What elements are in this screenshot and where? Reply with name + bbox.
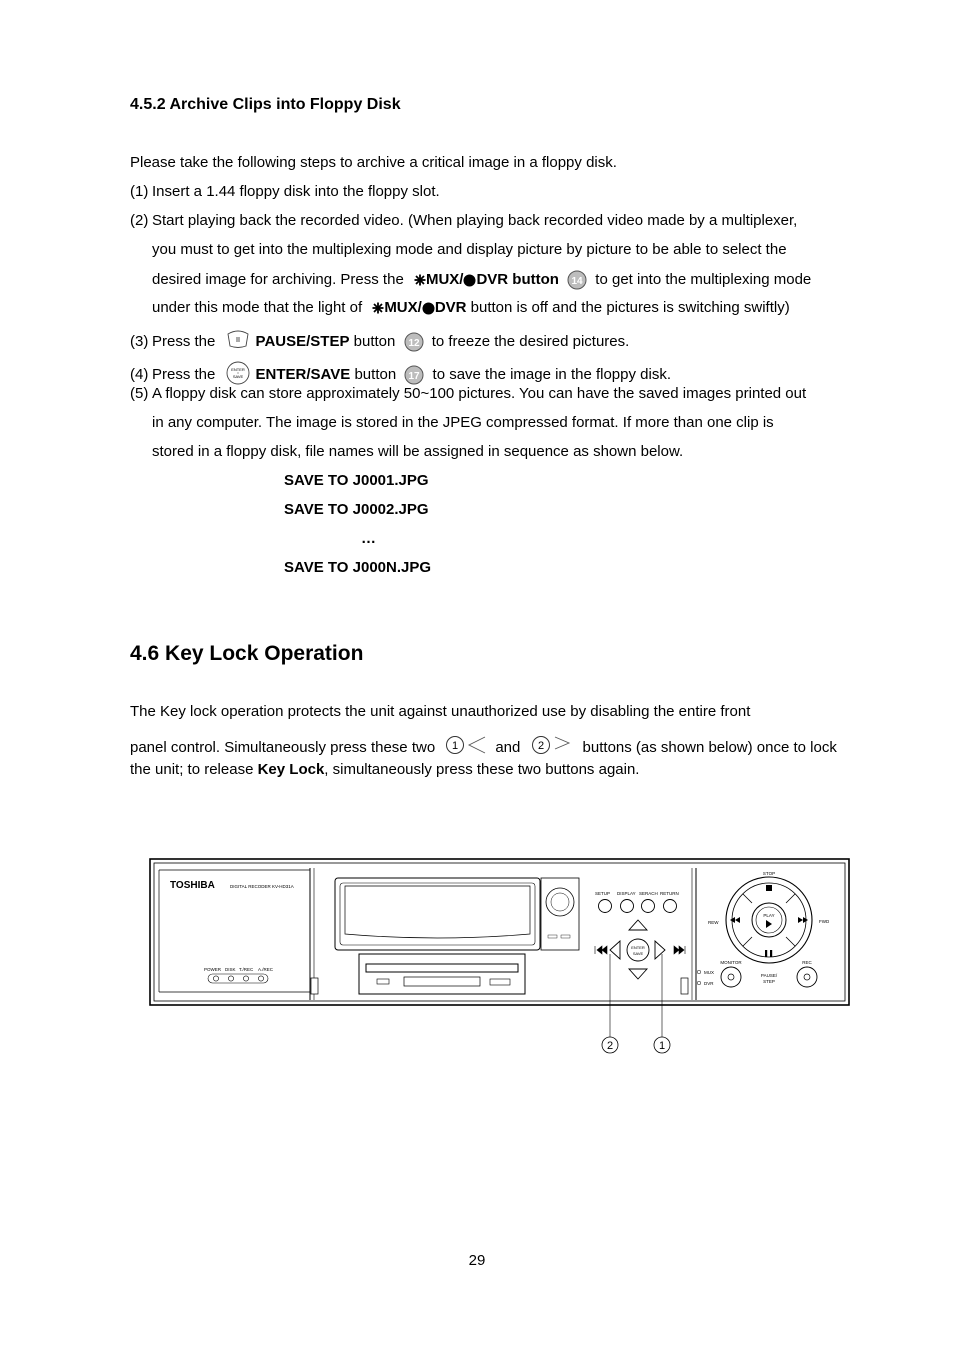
dvr-front-panel-diagram: [140, 850, 860, 1060]
text: Press the: [152, 365, 216, 383]
step-2-line-3: [152, 270, 811, 290]
key-lock-term: Key Lock: [257, 761, 325, 778]
text: to save the image in the floppy disk.: [432, 365, 672, 383]
badge-14-icon: [567, 270, 587, 290]
text: under this mode that the light of: [152, 299, 363, 316]
step-number: (5): [130, 385, 149, 402]
section-heading-4-5-2: 4.5.2 Archive Clips into Floppy Disk: [130, 96, 401, 113]
dvr-label: DVR: [434, 299, 467, 316]
text: button: [353, 332, 396, 350]
stop-label: STOP: [762, 871, 776, 876]
display-label: DISPLAY: [617, 891, 636, 896]
led-label-disk: DISK: [225, 967, 236, 972]
text: panel control. Simultaneously press these two: [130, 738, 436, 756]
badge-number: 2: [537, 740, 544, 752]
pause-icon: [765, 950, 767, 957]
step-5-line-2: in any computer. The image is stored in the JPEG compressed format. If more than one clip is: [152, 414, 774, 431]
dvr-button-label: DVR button: [476, 270, 559, 288]
rec-button[interactable]: [797, 967, 817, 987]
file-name: SAVE TO J0001.JPG: [284, 472, 429, 489]
rew-label: REW: [708, 920, 719, 925]
step-number: (3): [130, 332, 149, 350]
icon-label-top: ENTER: [230, 367, 245, 372]
right-latch: [681, 978, 688, 994]
pause-step-label-top: PAUSE/: [760, 973, 778, 978]
step-number: (2): [130, 212, 149, 229]
step-text: Insert a 1.44 floppy disk into the floppy slot.: [152, 183, 440, 200]
step-5-line-1: [130, 385, 806, 403]
left-latch: [311, 978, 318, 994]
button-2-right-icon: [531, 735, 575, 757]
file-name: SAVE TO J000N.JPG: [284, 559, 432, 576]
text: the unit; to release: [130, 761, 254, 778]
key-lock-line-2: [130, 735, 837, 761]
text: , simultaneously press these two buttons again.: [324, 761, 640, 778]
text: Press the: [152, 332, 216, 350]
led-label-power: POWER: [204, 967, 222, 972]
led-label-arec: A./REC: [258, 967, 274, 972]
mux-label: MUX: [704, 970, 714, 975]
section-heading-4-6: 4.6 Key Lock Operation: [130, 642, 364, 665]
icon-label-bottom: SAVE: [232, 374, 243, 379]
key-lock-line-1: The Key lock operation protects the unit against unauthorized use by disabling the entire front: [130, 703, 751, 720]
enter-save-label: ENTER/SAVE: [255, 365, 351, 383]
led-label-trec: T./REC: [239, 967, 254, 972]
enter-label: ENTER: [631, 945, 645, 950]
step-2-line-4: [152, 299, 790, 317]
badge-number: 1: [452, 740, 459, 752]
callout-2-number: 2: [606, 1040, 614, 1052]
text: to get into the multiplexing mode: [595, 270, 812, 288]
dot-icon: [463, 274, 476, 287]
enter-save-button[interactable]: [627, 939, 649, 961]
step-number: (1): [130, 183, 149, 200]
text: to freeze the desired pictures.: [431, 332, 630, 350]
dot-icon: [422, 302, 435, 315]
badge-number: 12: [407, 338, 420, 349]
enter-save-icon: [226, 361, 250, 385]
step-2-line-1: [130, 212, 797, 230]
play-label: PLAY: [763, 913, 775, 918]
model-label: DIGITAL RECODER KV-HD31A: [230, 884, 294, 889]
fwd-label: FWD: [819, 919, 830, 924]
badge-17-icon: [404, 365, 424, 385]
asterisk-icon: [414, 274, 426, 286]
step-5-line-3: stored in a floppy disk, file names will be assigned in sequence as shown below.: [152, 443, 684, 460]
step-number: (4): [130, 365, 149, 383]
stop-icon: [766, 885, 772, 891]
play-button[interactable]: [752, 903, 786, 937]
badge-number: 17: [408, 371, 420, 382]
step-text: A floppy disk can store approximately 50~100 pictures. You can have the saved images printed out: [152, 385, 807, 402]
text: button is off and the pictures is switching swiftly): [470, 299, 790, 316]
pause-step-label-bottom: STEP: [763, 979, 775, 984]
step-text: Start playing back the recorded video. (When playing back recorded video made by a multiplexer,: [152, 212, 798, 229]
monitor-label: MONITOR: [720, 960, 742, 965]
callout-1-number: 1: [658, 1040, 666, 1052]
text: button: [354, 365, 397, 383]
setup-label: SETUP: [595, 891, 611, 896]
return-label: RETURN: [660, 891, 679, 896]
brand-logo: TOSHIBA: [170, 880, 215, 891]
mux-dvr-monitor-button[interactable]: [721, 967, 741, 987]
search-button[interactable]: [642, 900, 655, 913]
search-label: SERACH: [639, 891, 658, 896]
text: buttons (as shown below) once to lock: [582, 738, 837, 756]
asterisk-icon: [372, 302, 384, 314]
floppy-drive: [359, 954, 525, 994]
rec-label: REC: [802, 960, 812, 965]
key-lock-line-3: [130, 761, 639, 779]
display-button[interactable]: [621, 900, 634, 913]
return-button[interactable]: [664, 900, 677, 913]
text: desired image for archiving. Press the: [152, 270, 404, 288]
badge-number: 14: [571, 276, 583, 287]
page-number: 29: [468, 1252, 486, 1269]
pause-step-icon: [226, 330, 250, 350]
mux-label: MUX/: [384, 299, 422, 316]
badge-12-icon: [404, 332, 424, 352]
text: and: [495, 738, 521, 756]
pause-step-label: PAUSE/STEP: [255, 332, 350, 350]
save-label: SAVE: [632, 951, 644, 956]
intro-text: Please take the following steps to archive a critical image in a floppy disk.: [130, 154, 617, 171]
button-1-left-icon: [445, 735, 489, 757]
mux-label: MUX/: [425, 270, 464, 288]
ir-window: [541, 878, 579, 950]
step-3: [130, 330, 629, 354]
step-2-line-2: you must to get into the multiplexing mode and display picture by picture to be able to select the: [152, 241, 787, 258]
file-name: SAVE TO J0002.JPG: [284, 501, 429, 518]
display-bay: [335, 878, 540, 950]
step-1: [130, 183, 440, 201]
setup-button[interactable]: [599, 900, 612, 913]
file-ellipsis: …: [361, 530, 376, 547]
dvr-label: DVR: [704, 981, 714, 986]
